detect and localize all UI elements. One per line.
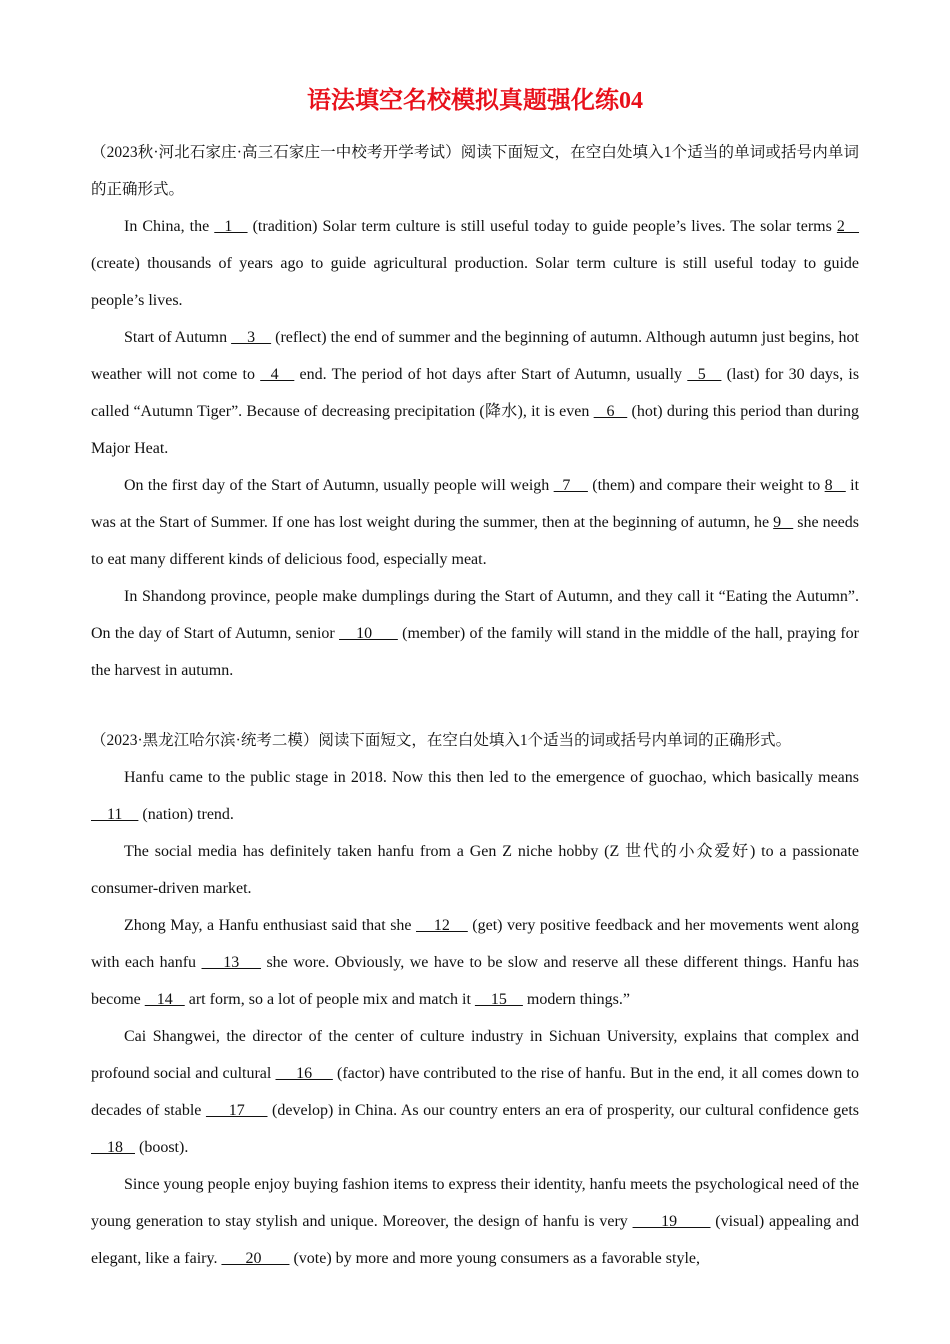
text-segment: In China, the: [124, 218, 215, 235]
text-segment: Cai Shangwei, the director of the center of culture industry in Sichuan University, explains that complex and profound social and cultural: [91, 1028, 859, 1082]
blank-19: 19: [632, 1213, 711, 1230]
blank-10: 10: [339, 625, 398, 642]
text-segment: (them) and compare their weight to: [587, 477, 825, 494]
text-segment: she wore. Obviously, we have to be slow and reserve all these different things. Hanfu has become: [91, 954, 859, 1008]
passage-instructions: （2023秋·河北石家庄·高三石家庄一中校考开学考试）阅读下面短文，在空白处填入1个适当的单词或括号内单词的正确形式。: [91, 144, 859, 198]
text-segment: The social media has definitely taken hanfu from a Gen Z niche hobby (Z 世代的小众爱好) to a passionate consumer-driven market.: [91, 843, 859, 897]
blank-12: 12: [416, 917, 468, 934]
text-segment: (vote) by more and more young consumers as a favorable style,: [289, 1250, 700, 1267]
text-segment: it was at the Start of Summer. If one has lost weight during the summer, then at the beginning of autumn, he: [91, 477, 860, 531]
text-segment: (last) for 30 days, is called “Autumn Tiger”. Because of decreasing precipitation (降水), it is even: [91, 366, 860, 420]
text-segment: (member) of the family will stand in the middle of the hall, praying for the harvest in autumn.: [91, 625, 859, 679]
text-segment: Zhong May, a Hanfu enthusiast said that she: [124, 917, 417, 934]
text-segment: (tradition) Solar term culture is still useful today to guide people’s lives. The solar terms: [247, 218, 837, 235]
text-segment: On the first day of the Start of Autumn, usually people will weigh: [124, 477, 554, 494]
text-segment: (get) very positive feedback and her movements went along with each hanfu: [91, 917, 860, 971]
blank-18: 18: [91, 1139, 135, 1156]
blank-8: 8: [824, 477, 846, 494]
paragraph: [91, 833, 859, 907]
text-segment: (nation) trend.: [138, 806, 234, 823]
text-segment: (reflect) the end of summer and the beginning of autumn. Although autumn just begins, hot weather will not come to: [91, 329, 859, 383]
paragraph: [91, 1018, 859, 1166]
passage-1: [91, 134, 859, 689]
text-segment: art form, so a lot of people mix and match it: [184, 991, 475, 1008]
document-body: [91, 134, 859, 1310]
blank-2: 2: [836, 218, 860, 235]
passage-2: [91, 722, 859, 1277]
blank-13: 13: [201, 954, 262, 971]
paragraph: [91, 319, 859, 467]
text-segment: (factor) have contributed to the rise of hanfu. But in the end, it all comes down to decades of stable: [91, 1065, 860, 1119]
blank-16: 16: [275, 1065, 333, 1082]
blank-6: 6: [593, 403, 628, 420]
text-segment: (develop) in China. As our country enters an era of prosperity, our cultural confidence gets: [267, 1102, 860, 1119]
paragraph: [91, 907, 859, 1018]
blank-1: 1: [214, 218, 248, 235]
text-segment: end. The period of hot days after Start of Autumn, usually: [294, 366, 688, 383]
text-segment: Since young people enjoy buying fashion items to express their identity, hanfu meets the psychological need of the young generation to stay stylish and unique. Moreover, the design of hanfu is very: [91, 1176, 859, 1230]
text-segment: modern things.”: [522, 991, 630, 1008]
text-segment: (hot) during this period than during Major Heat.: [91, 403, 860, 457]
page-title: 语法填空名校模拟真题强化练04: [307, 88, 643, 114]
paragraph: [91, 578, 859, 689]
text-segment: Hanfu came to the public stage in 2018. Now this then led to the emergence of guochao, which basically means: [124, 769, 859, 786]
text-segment: (visual) appealing and elegant, like a fairy.: [91, 1213, 860, 1267]
paragraph: [91, 467, 859, 578]
paragraph: [91, 759, 859, 833]
passage-instructions: （2023·黑龙江哈尔滨·统考二模）阅读下面短文，在空白处填入1个适当的词或括号内单词的正确形式。: [91, 732, 792, 749]
text-segment: she needs to eat many different kinds of delicious food, especially meat.: [91, 514, 860, 568]
blank-17: 17: [205, 1102, 268, 1119]
text-segment: (create) thousands of years ago to guide agricultural production. Solar term culture is still useful today to guide people’s lives.: [91, 255, 859, 309]
paragraph: [91, 208, 859, 319]
text-segment: In Shandong province, people make dumplings during the Start of Autumn, and they call it “Eating the Autumn”. On the day of Start of Autumn, senior: [91, 588, 859, 642]
blank-5: 5: [687, 366, 722, 383]
blank-15: 15: [474, 991, 523, 1008]
blank-14: 14: [144, 991, 185, 1008]
text-segment: (boost).: [135, 1139, 189, 1156]
blank-4: 4: [260, 366, 295, 383]
blank-9: 9: [773, 514, 794, 531]
blank-20: 20: [221, 1250, 290, 1267]
paragraph: [91, 1166, 859, 1277]
blank-11: 11: [91, 806, 139, 823]
blank-7: 7: [553, 477, 588, 494]
text-segment: Start of Autumn: [124, 329, 232, 346]
blank-3: 3: [231, 329, 272, 346]
